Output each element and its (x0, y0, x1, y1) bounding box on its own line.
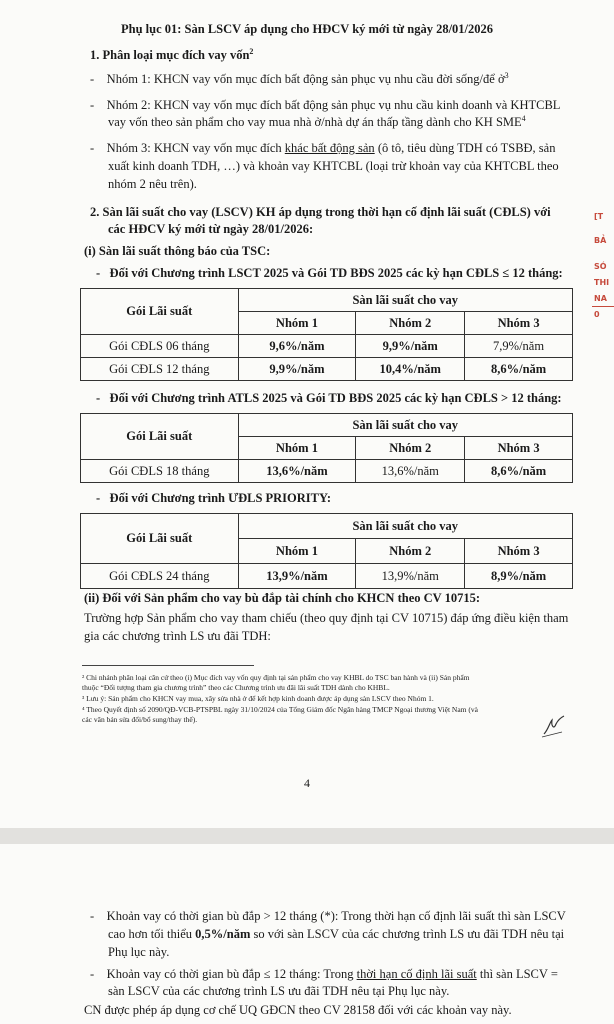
section-2-heading: 2. Sàn lãi suất cho vay (LSCV) KH áp dụng trong thời hạn cố định lãi suất (CĐLS) với (90, 205, 551, 219)
subsection-i-heading: (i) Sàn lãi suất thông báo của TSC: (84, 244, 271, 258)
bullet-compensation-under-12m-line-2: sàn LSCV của các chương trình LS ưu đãi TDH nêu tại Phụ lục này. (108, 984, 450, 998)
table-header-group-2: Nhóm 2 (356, 539, 465, 564)
bullet-group-1: - Nhóm 1: KHCN vay vốn mục đích bất động sản phục vụ nhu cầu đời sống/để ở$^3$ (90, 70, 509, 86)
table-header-group-3: Nhóm 3 (465, 437, 573, 460)
table-header-group-1: Nhóm 1 (238, 312, 356, 335)
program-3-heading: - Đối với Chương trình ƯĐLS PRIORITY: (96, 491, 332, 505)
signature-mark (538, 712, 568, 742)
bullet-compensation-over-12m-line-2: cao hơn tối thiểu 0,5%/năm so với sàn LSCV của các chương trình LS ưu đãi TDH nêu tại (108, 927, 565, 941)
footnote-line: các văn bản sửa đổi/bổ sung/thay thế). (82, 715, 198, 724)
bullet-compensation-over-12m-line-3: Phụ lục này. (108, 945, 170, 959)
footnote-divider (82, 665, 254, 666)
table-header-floor-rate: Sàn lãi suất cho vay (238, 414, 572, 437)
table-header-group-2: Nhóm 2 (356, 312, 465, 335)
footnote-line: ³ Lưu ý: Sản phẩm cho KHCN vay mua, xây sửa nhà ở để kết hợp kinh doanh được áp dụng sàn LSCV theo Nhóm 1. (82, 694, 434, 703)
bullet-group-3-line-2: xuất kinh doanh TDH, …) và khoản vay KHTCBL (loại trừ khoản vay của KHTCBL theo (108, 159, 559, 173)
table-row: Gói CĐLS 06 tháng 9,6%/năm 9,9%/năm 7,9%/năm (81, 335, 573, 358)
rate-table-2 (80, 413, 573, 483)
table-header-floor-rate: Sàn lãi suất cho vay (238, 289, 572, 312)
table-row: Gói CĐLS 18 tháng 13,6%/năm 13,6%/năm 8,6%/năm (81, 460, 573, 483)
section-1-heading: 1. Phân loại mục đích vay vốn$^2$ (90, 46, 254, 62)
subsection-ii-heading: (ii) Đối với Sản phẩm cho vay bù đắp tài chính cho KHCN theo CV 10715: (84, 591, 480, 605)
table-header-group-1: Nhóm 1 (238, 539, 356, 564)
section-2-heading-line-2: các HĐCV ký mới từ ngày 28/01/2026: (108, 222, 314, 236)
table-header-group-3: Nhóm 3 (465, 312, 573, 335)
bullet-group-2-line-2: vay vốn theo sản phẩm cho vay mua nhà ở/nhà dự án thấp tầng dành cho KH SME$^4$ (108, 113, 526, 129)
table-header-package: Gói Lãi suất (81, 514, 239, 564)
page-number: 4 (304, 776, 310, 790)
program-1-heading: - Đối với Chương trình LSCT 2025 và Gói TD BĐS 2025 các kỳ hạn CĐLS ≤ 12 tháng: (96, 266, 563, 280)
bullet-compensation-under-12m: - Khoản vay có thời gian bù đắp ≤ 12 tháng: Trong thời hạn cố định lãi suất thì sàn LSCV = (90, 967, 558, 981)
bullet-group-2: - Nhóm 2: KHCN vay vốn mục đích bất động sản phục vụ nhu cầu kinh doanh và KHTCBL (90, 98, 561, 112)
paragraph-line-1: Trường hợp Sản phẩm cho vay tham chiếu (theo quy định tại CV 10715) đáp ứng điều kiện tham (84, 611, 569, 625)
rate-table-3 (80, 513, 573, 589)
table-header-group-1: Nhóm 1 (238, 437, 356, 460)
table-header-group-3: Nhóm 3 (465, 539, 573, 564)
footnote-line: ⁴ Theo Quyết định số 2090/QĐ-VCB-PTSPBL ngày 31/10/2024 của Tổng Giám đốc Ngân hàng TMCP Ngoại thương Việt Nam (và (82, 705, 478, 714)
document-page-2 (0, 844, 614, 1024)
footnote-line: ² Chi nhánh phân loại căn cứ theo (i) Mục đích vay vốn quy định tại sản phẩm cho vay KHBL do TSC ban hành và (ii) Sản phẩm (82, 673, 470, 682)
table-header-package: Gói Lãi suất (81, 414, 239, 460)
table-header-floor-rate: Sàn lãi suất cho vay (238, 514, 572, 539)
page-title: Phụ lục 01: Sàn LSCV áp dụng cho HĐCV ký mới từ ngày 28/01/2026 (120, 22, 494, 36)
program-2-heading: - Đối với Chương trình ATLS 2025 và Gói TD BĐS 2025 các kỳ hạn CĐLS > 12 tháng: (96, 391, 562, 405)
table-header-package: Gói Lãi suất (81, 289, 239, 335)
rate-table-1 (80, 288, 573, 381)
table-row: Gói CĐLS 24 tháng 13,9%/năm 13,9%/năm 8,9%/năm (81, 564, 573, 589)
bullet-group-3-line-3: nhóm 2 nêu trên). (108, 177, 197, 191)
page-gap (0, 828, 614, 844)
closing-paragraph: CN được phép áp dụng cơ chế UQ GĐCN theo CV 28158 đối với các khoản vay này. (84, 1003, 512, 1017)
paragraph-line-2: gia các chương trình LS ưu đãi TDH: (84, 629, 271, 643)
footnote-line: thuộc “Đối tượng tham gia chương trình” theo các Chương trình ưu đãi lãi suất TDH dành cho KHBL. (82, 683, 390, 692)
table-row: Gói CĐLS 12 tháng 9,9%/năm 10,4%/năm 8,6%/năm (81, 358, 573, 381)
bullet-group-3: - Nhóm 3: KHCN vay vốn mục đích khác bất động sản (ô tô, tiêu dùng TDH có TSBĐ, sản (90, 141, 556, 155)
stamp-mark: [T BẢ SÓ THI NA 0 (590, 212, 614, 382)
bullet-compensation-over-12m: - Khoản vay có thời gian bù đắp > 12 tháng (*): Trong thời hạn cố định lãi suất thì sàn LSCV (90, 909, 566, 923)
table-header-group-2: Nhóm 2 (356, 437, 465, 460)
